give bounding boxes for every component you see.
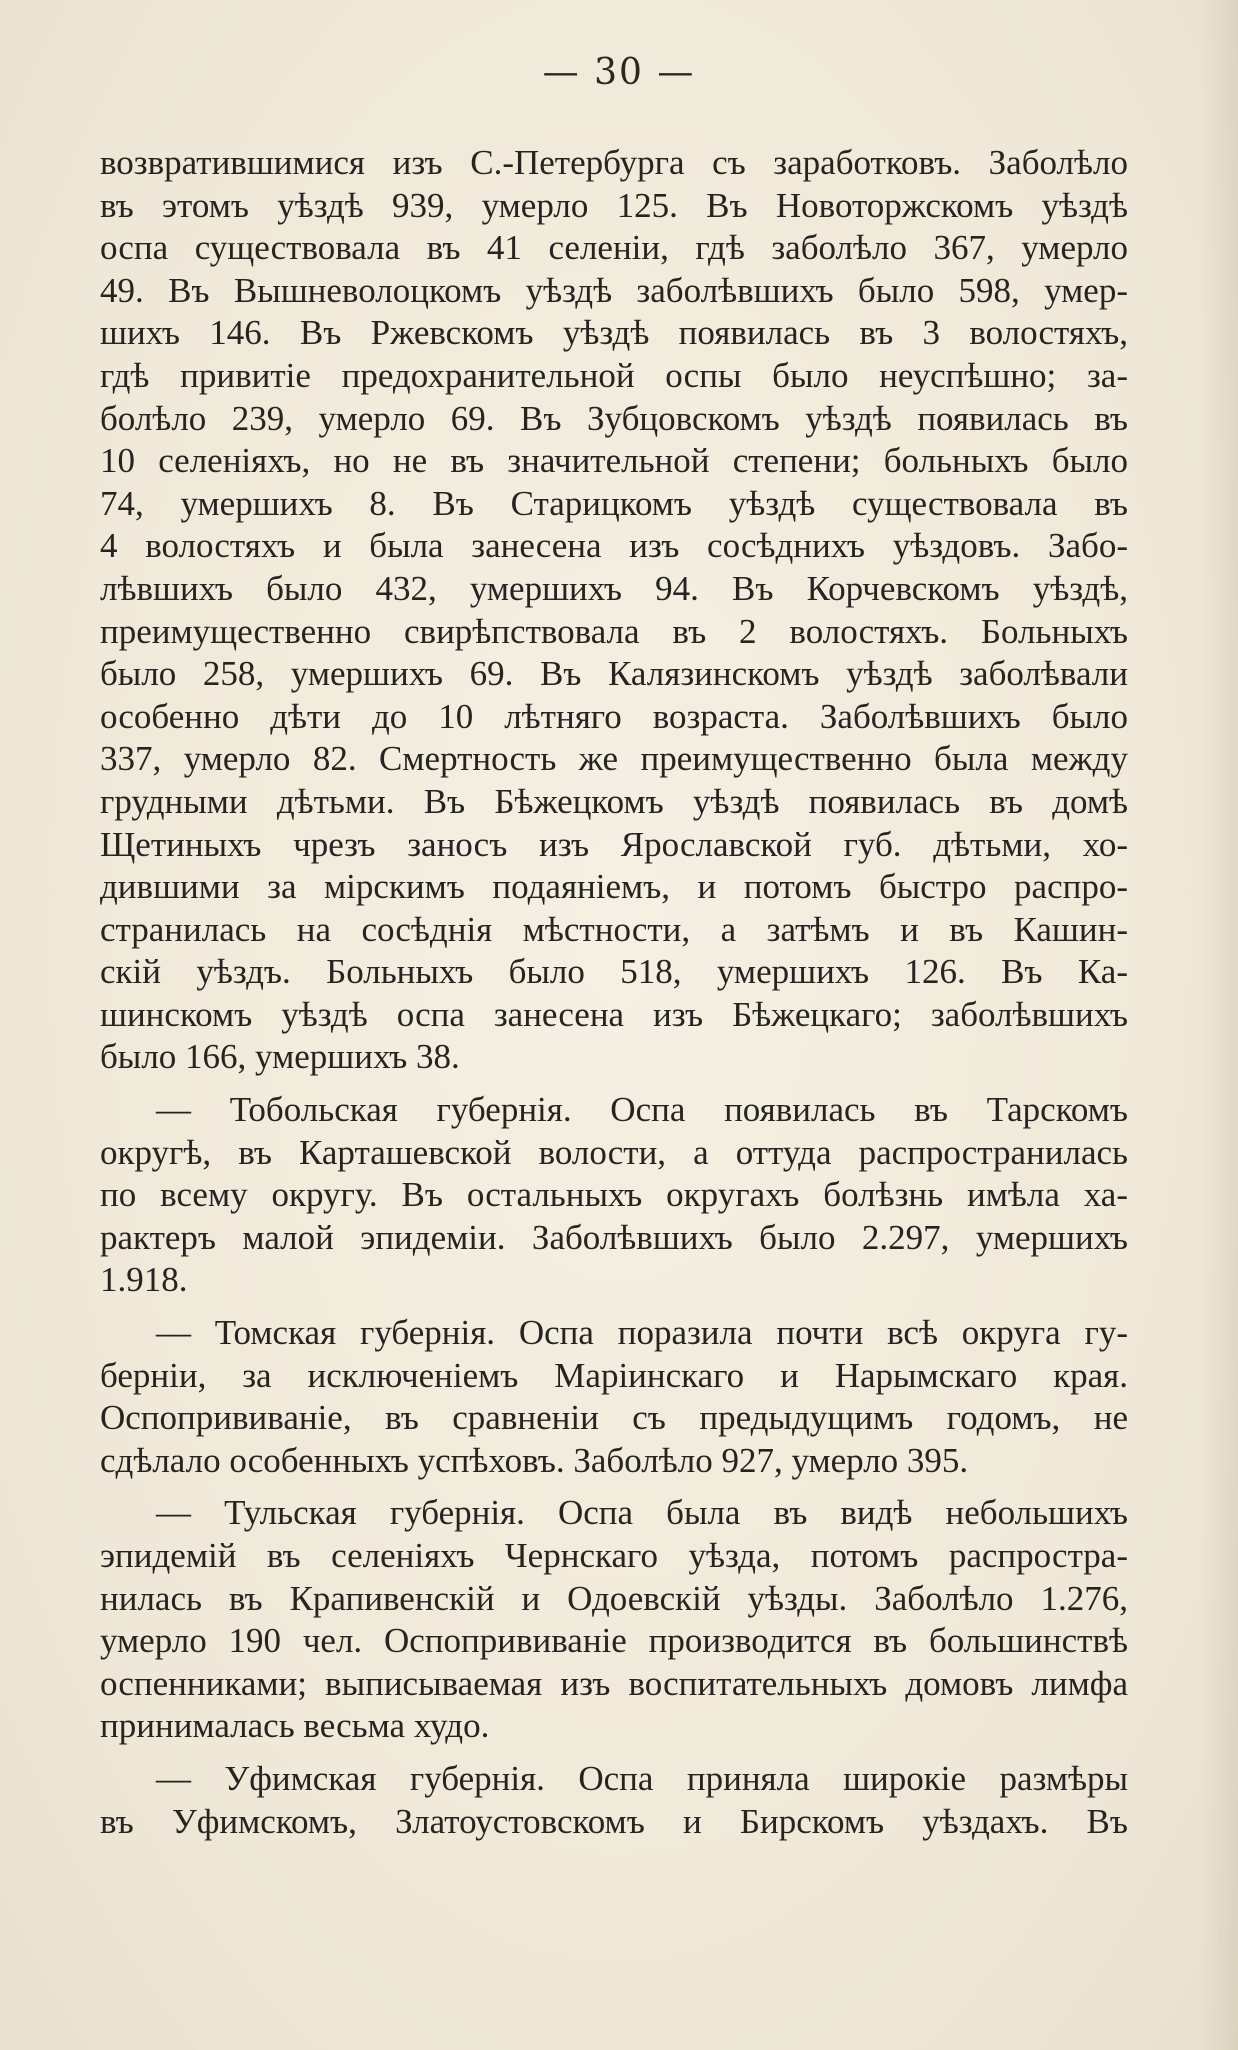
text-line: возвратившимися изъ С.-Петербурга съ заработковъ. Заболѣло bbox=[100, 143, 1128, 182]
text-line: въ Уфимскомъ, Златоустовскомъ и Бирскомъ уѣздахъ. Въ bbox=[100, 1801, 1128, 1841]
text-line: рактеръ малой эпидеміи. Заболѣвшихъ было 2.297, умершихъ bbox=[100, 1217, 1128, 1257]
text-line: умерло 190 чел. Оспопрививаніе производится въ большинствѣ bbox=[100, 1621, 1128, 1661]
text-line: принималась весьма худо. bbox=[100, 1706, 490, 1746]
text-line: оспенниками; выписываемая изъ воспитательныхъ домовъ лимфа bbox=[100, 1663, 1128, 1703]
text-line: грудными дѣтьми. Въ Бѣжецкомъ уѣздѣ появилась въ домѣ bbox=[100, 781, 1128, 821]
text-line: — Томская губернія. Оспа поразила почти всѣ округа гу- bbox=[156, 1313, 1128, 1353]
text-line: въ этомъ уѣздѣ 939, умерло 125. Въ Новоторжскомъ уѣздѣ bbox=[100, 185, 1128, 225]
text-line: 1.918. bbox=[100, 1260, 188, 1300]
text-line: шихъ 146. Въ Ржевскомъ уѣздѣ появилась въ 3 волостяхъ, bbox=[100, 313, 1128, 353]
text-line: 74, умершихъ 8. Въ Старицкомъ уѣздѣ существовала въ bbox=[100, 483, 1128, 523]
text-line: 49. Въ Вышневолоцкомъ уѣздѣ заболѣвшихъ было 598, умер- bbox=[100, 270, 1128, 310]
text-line: 4 волостяхъ и была занесена изъ сосѣднихъ уѣздовъ. Забо- bbox=[100, 526, 1128, 566]
text-line: сдѣлало особенныхъ успѣховъ. Заболѣло 927, умерло 395. bbox=[100, 1440, 969, 1480]
text-line: нилась въ Крапивенскій и Одоевскій уѣзды. Заболѣло 1.276, bbox=[100, 1578, 1128, 1618]
text-line: Оспопрививаніе, въ сравненіи съ предыдущимъ годомъ, не bbox=[100, 1398, 1128, 1438]
text-line: — Тобольская губернія. Оспа появилась въ Тарскомъ bbox=[156, 1090, 1128, 1130]
text-line: болѣло 239, умерло 69. Въ Зубцовскомъ уѣздѣ появилась въ bbox=[100, 398, 1128, 438]
text-line: гдѣ привитіе предохранительной оспы было неуспѣшно; за- bbox=[100, 355, 1128, 395]
text-line: странилась на сосѣднія мѣстности, а затѣмъ и въ Кашин- bbox=[100, 909, 1128, 949]
text-line: скій уѣздъ. Больныхъ было 518, умершихъ 126. Въ Ка- bbox=[100, 952, 1128, 992]
text-line: 337, умерло 82. Смертность же преимущественно была между bbox=[100, 739, 1128, 779]
text-line: эпидемій въ селеніяхъ Чернскаго уѣзда, потомъ распростра- bbox=[100, 1536, 1128, 1575]
text-line: лѣвшихъ было 432, умершихъ 94. Въ Корчевскомъ уѣздѣ, bbox=[100, 568, 1128, 608]
text-line: особенно дѣти до 10 лѣтняго возраста. Заболѣвшихъ было bbox=[100, 696, 1128, 736]
text-line: — Уфимская губернія. Оспа приняла широкіе размѣры bbox=[156, 1758, 1128, 1798]
text-line: дившими за мірскимъ подаяніемъ, и потомъ быстро распро- bbox=[100, 867, 1128, 907]
text-line: округѣ, въ Карташевской волости, а оттуда распространилась bbox=[100, 1132, 1128, 1172]
text-line: преимущественно свирѣпствовала въ 2 волостяхъ. Больныхъ bbox=[100, 611, 1128, 651]
text-line: оспа существовала въ 41 селеніи, гдѣ заболѣло 367, умерло bbox=[100, 228, 1128, 268]
text-line: — Тульская губернія. Оспа была въ видѣ небольшихъ bbox=[156, 1493, 1128, 1533]
text-line: было 258, умершихъ 69. Въ Калязинскомъ уѣздѣ заболѣвали bbox=[100, 654, 1128, 694]
text-line: Щетиныхъ чрезъ заносъ изъ Ярославской губ. дѣтьми, хо- bbox=[100, 824, 1128, 864]
page-number: — 30 — bbox=[542, 52, 696, 93]
text-line: 10 селеніяхъ, но не въ значительной степени; больныхъ было bbox=[100, 441, 1128, 481]
text-line: по всему округу. Въ остальныхъ округахъ болѣзнь имѣла ха- bbox=[100, 1175, 1128, 1215]
text-line: берніи, за исключеніемъ Маріинскаго и Нарымскаго края. bbox=[100, 1355, 1128, 1395]
page-edge-shadow bbox=[1198, 0, 1238, 2050]
text-line: шинскомъ уѣздѣ оспа занесена изъ Бѣжецкаго; заболѣвшихъ bbox=[100, 994, 1128, 1034]
body-text bbox=[100, 142, 1128, 1843]
text-line: было 166, умершихъ 38. bbox=[100, 1037, 460, 1077]
